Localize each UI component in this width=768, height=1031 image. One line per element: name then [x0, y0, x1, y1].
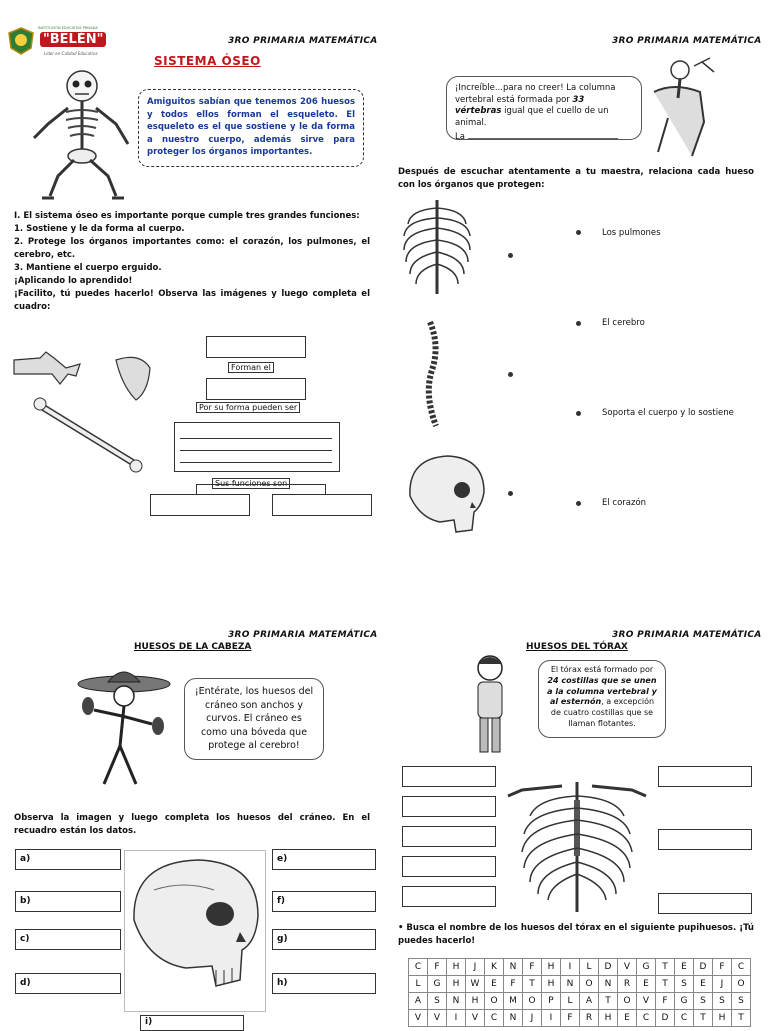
- p4-bubble-post: , a excepción de cuatro costillas que se llaman flotantes.: [550, 697, 655, 728]
- map-connector-forman: Forman el: [228, 362, 274, 373]
- p1-info-bubble: [138, 89, 364, 167]
- skull-small-illustration: [400, 450, 492, 540]
- word-search-cell[interactable]: W: [466, 976, 485, 993]
- word-search-cell[interactable]: N: [504, 959, 523, 976]
- word-search-cell[interactable]: H: [542, 976, 561, 993]
- skull-label-box[interactable]: [272, 849, 376, 870]
- word-search-cell[interactable]: H: [447, 959, 466, 976]
- logo-name: "BELÉN": [40, 32, 106, 47]
- word-search-cell[interactable]: E: [618, 1010, 637, 1027]
- word-search-cell[interactable]: L: [409, 976, 428, 993]
- p4-instruction: • Busca el nombre de los huesos del tórax en el siguiente pupihuesos. ¡Tú puedes hacerlo!: [398, 923, 754, 946]
- boy-illustration: [462, 650, 518, 758]
- match-dot-right[interactable]: [576, 321, 581, 326]
- p4-info-bubble: [538, 660, 666, 738]
- word-search-cell[interactable]: C: [732, 959, 751, 976]
- skull-label-letter: b): [20, 896, 31, 906]
- match-dot-right[interactable]: [576, 501, 581, 506]
- skull-label-letter: i): [145, 1017, 153, 1027]
- organ-label: El cerebro: [602, 318, 645, 328]
- word-search-cell[interactable]: R: [618, 976, 637, 993]
- word-search-cell[interactable]: G: [675, 993, 694, 1010]
- word-search-cell[interactable]: C: [637, 1010, 656, 1027]
- skull-label-box[interactable]: [272, 929, 376, 950]
- word-search-cell[interactable]: E: [485, 976, 504, 993]
- word-search-cell[interactable]: F: [504, 976, 523, 993]
- skull-label-letter: g): [277, 934, 288, 944]
- p2-bubble-pre: ¡Increíble...para no creer! La columna vertebral está formada por: [455, 83, 616, 105]
- word-search-row: [409, 993, 751, 1010]
- word-search-cell[interactable]: T: [523, 976, 542, 993]
- p4-bubble-em: 24 costillas que se unen a la columna vertebral y al esternón: [547, 675, 657, 707]
- thorax-label-box[interactable]: [658, 893, 752, 914]
- thorax-label-box[interactable]: [658, 829, 752, 850]
- word-search-cell[interactable]: S: [732, 993, 751, 1010]
- school-logo: [6, 24, 106, 60]
- word-search-cell[interactable]: C: [409, 959, 428, 976]
- word-search-cell[interactable]: H: [466, 993, 485, 1010]
- skull-large-illustration: [124, 850, 266, 1012]
- word-search-cell[interactable]: I: [447, 1010, 466, 1027]
- word-search-cell[interactable]: O: [732, 976, 751, 993]
- match-dot-right[interactable]: [576, 230, 581, 235]
- skull-label-letter: c): [20, 934, 30, 944]
- word-search-cell[interactable]: T: [656, 976, 675, 993]
- donkey-rider-illustration: [644, 52, 720, 162]
- word-search-row: [409, 959, 751, 976]
- map-list-lines: [180, 430, 332, 463]
- thorax-label-box[interactable]: [402, 766, 496, 787]
- word-search-cell[interactable]: L: [561, 993, 580, 1010]
- word-search-grid: [408, 958, 751, 1027]
- map-connector-funciones: Sus funciones son: [212, 478, 290, 489]
- word-search-cell[interactable]: E: [637, 976, 656, 993]
- word-search-cell[interactable]: J: [713, 976, 732, 993]
- word-search-cell[interactable]: G: [428, 976, 447, 993]
- page4-title: HUESOS DEL TÓRAX: [526, 642, 628, 652]
- word-search-cell[interactable]: H: [599, 1010, 618, 1027]
- page3-title: HUESOS DE LA CABEZA: [134, 642, 252, 652]
- word-search-cell[interactable]: E: [694, 976, 713, 993]
- word-search-cell[interactable]: K: [485, 959, 504, 976]
- p4-bubble-pre: El tórax está formado por: [550, 665, 654, 674]
- p3-info-bubble: [184, 678, 324, 760]
- word-search-cell[interactable]: D: [656, 1010, 675, 1027]
- word-search-cell[interactable]: N: [599, 976, 618, 993]
- word-search-cell[interactable]: H: [713, 1010, 732, 1027]
- word-search-cell[interactable]: P: [542, 993, 561, 1010]
- word-search-cell[interactable]: G: [637, 959, 656, 976]
- skull-label-box[interactable]: [272, 973, 376, 994]
- word-search-cell[interactable]: D: [694, 959, 713, 976]
- word-search-cell[interactable]: D: [599, 959, 618, 976]
- word-search-cell[interactable]: S: [694, 993, 713, 1010]
- organ-label: El corazón: [602, 498, 647, 508]
- p1-line: ¡Aplicando lo aprendido!: [14, 276, 133, 286]
- word-search-cell[interactable]: V: [637, 993, 656, 1010]
- spine-illustration: [420, 318, 450, 430]
- p2-bubble-la: La: [455, 132, 465, 142]
- word-search-cell[interactable]: T: [732, 1010, 751, 1027]
- page1-header: 3RO PRIMARIA MATEMÁTICA: [228, 36, 378, 46]
- thorax-label-box[interactable]: [402, 796, 496, 817]
- skull-label-box[interactable]: [272, 891, 376, 912]
- skeleton-illustration: [20, 64, 138, 204]
- mariachi-skeleton-illustration: [60, 660, 184, 790]
- word-search-cell[interactable]: T: [656, 959, 675, 976]
- word-search-cell[interactable]: V: [409, 1010, 428, 1027]
- word-search-cell[interactable]: O: [618, 993, 637, 1010]
- word-search-cell[interactable]: I: [542, 1010, 561, 1027]
- word-search-cell[interactable]: C: [485, 1010, 504, 1027]
- word-search-cell[interactable]: S: [428, 993, 447, 1010]
- logo-school-line: INSTITUCIÓN EDUCATIVA PRIVADA: [38, 26, 98, 30]
- word-search-cell[interactable]: L: [580, 959, 599, 976]
- p3-instruction: Observa la imagen y luego completa los huesos del cráneo. En el recuadro están los datos.: [14, 813, 370, 836]
- skull-label-box[interactable]: [15, 849, 121, 870]
- skull-label-letter: f): [277, 896, 286, 906]
- word-search-row: [409, 976, 751, 993]
- word-search-cell[interactable]: T: [599, 993, 618, 1010]
- match-dot-left[interactable]: [508, 491, 513, 496]
- ribcage-illustration: [400, 196, 474, 298]
- word-search-cell[interactable]: S: [675, 976, 694, 993]
- match-dot-left[interactable]: [508, 253, 513, 258]
- p2-instruction: Después de escuchar atentamente a tu maestra, relaciona cada hueso con los órganos que protegen:: [398, 167, 754, 190]
- word-search-cell[interactable]: T: [694, 1010, 713, 1027]
- page1-title: SISTEMA ÓSEO: [154, 54, 261, 68]
- skull-label-box[interactable]: [15, 973, 121, 994]
- thorax-illustration: [502, 776, 652, 916]
- word-search-cell[interactable]: I: [561, 959, 580, 976]
- page3-header: 3RO PRIMARIA MATEMÁTICA: [228, 630, 378, 640]
- skull-label-letter: h): [277, 978, 288, 988]
- word-search-cell[interactable]: V: [618, 959, 637, 976]
- map-connector-forma: Por su forma pueden ser: [196, 402, 300, 413]
- word-search-cell[interactable]: R: [580, 1010, 599, 1027]
- word-search-cell[interactable]: F: [428, 959, 447, 976]
- word-search-cell[interactable]: A: [409, 993, 428, 1010]
- word-search-cell[interactable]: F: [713, 959, 732, 976]
- match-dot-left[interactable]: [508, 372, 513, 377]
- word-search-cell[interactable]: O: [485, 993, 504, 1010]
- thorax-label-box[interactable]: [402, 886, 496, 907]
- word-search-cell[interactable]: N: [447, 993, 466, 1010]
- map-box-left[interactable]: [150, 494, 250, 516]
- map-box-right[interactable]: [272, 494, 372, 516]
- word-search-cell[interactable]: O: [580, 976, 599, 993]
- p3-bubble-text: ¡Entérate, los huesos del cráneo son anchos y curvos. El cráneo es como una bóveda que protege al cerebro!: [194, 686, 314, 751]
- thorax-label-box[interactable]: [402, 826, 496, 847]
- word-search-cell[interactable]: M: [504, 993, 523, 1010]
- organ-label: Los pulmones: [602, 228, 661, 238]
- p1-text-block: [14, 210, 370, 314]
- word-search-cell[interactable]: F: [656, 993, 675, 1010]
- word-search-cell[interactable]: A: [580, 993, 599, 1010]
- p1-line: ¡Facilito, tú puedes hacerlo! Observa las imágenes y luego completa el cuadro:: [14, 289, 370, 312]
- word-search-cell[interactable]: V: [466, 1010, 485, 1027]
- word-search-cell[interactable]: V: [428, 1010, 447, 1027]
- word-search-cell[interactable]: C: [675, 1010, 694, 1027]
- p1-line: 3. Mantiene el cuerpo erguido.: [14, 263, 162, 273]
- map-box-top[interactable]: [206, 336, 306, 358]
- skull-label-box[interactable]: [15, 891, 121, 912]
- p1-line: I. El sistema óseo es importante porque cumple tres grandes funciones:: [14, 211, 360, 221]
- p1-line: 1. Sostiene y le da forma al cuerpo.: [14, 224, 185, 234]
- word-search-cell[interactable]: N: [504, 1010, 523, 1027]
- skull-label-letter: e): [277, 854, 288, 864]
- word-search-cell[interactable]: J: [466, 959, 485, 976]
- bone-illustrations: [10, 348, 160, 478]
- organ-label: Soporta el cuerpo y lo sostiene: [602, 408, 734, 418]
- p2-bubble-em: 33 vértebras: [455, 94, 585, 116]
- word-search-cell[interactable]: J: [523, 1010, 542, 1027]
- skull-label-box[interactable]: [140, 1015, 244, 1031]
- word-search-cell[interactable]: F: [561, 1010, 580, 1027]
- word-search-cell[interactable]: F: [523, 959, 542, 976]
- word-search-cell[interactable]: H: [447, 976, 466, 993]
- word-search-cell[interactable]: H: [542, 959, 561, 976]
- skull-label-box[interactable]: [15, 929, 121, 950]
- p2-bubble-post: igual que el cuello de un animal.: [455, 106, 609, 128]
- skull-label-letter: d): [20, 978, 31, 988]
- word-search-cell[interactable]: S: [713, 993, 732, 1010]
- thorax-label-box[interactable]: [658, 766, 752, 787]
- skull-label-letter: a): [20, 854, 31, 864]
- page2-header: 3RO PRIMARIA MATEMÁTICA: [612, 36, 762, 46]
- word-search-cell[interactable]: N: [561, 976, 580, 993]
- p1-bubble-text: Amiguitos sabían que tenemos 206 huesos y todos ellos forman el esqueleto. El esqueleto es el que sostiene y le da forma a nuestro cuerpo, además sirve para proteger los órganos importantes.: [147, 97, 355, 157]
- p2-info-bubble: [446, 76, 642, 140]
- word-search-cell[interactable]: O: [523, 993, 542, 1010]
- logo-motto: Líder en Calidad Educativa: [44, 51, 98, 56]
- match-dot-right[interactable]: [576, 411, 581, 416]
- map-box-middle[interactable]: [206, 378, 306, 400]
- p1-line: 2. Protege los órganos importantes como: el corazón, los pulmones, el cerebro, etc.: [14, 237, 370, 260]
- page4-header: 3RO PRIMARIA MATEMÁTICA: [612, 630, 762, 640]
- thorax-label-box[interactable]: [402, 856, 496, 877]
- word-search-cell[interactable]: E: [675, 959, 694, 976]
